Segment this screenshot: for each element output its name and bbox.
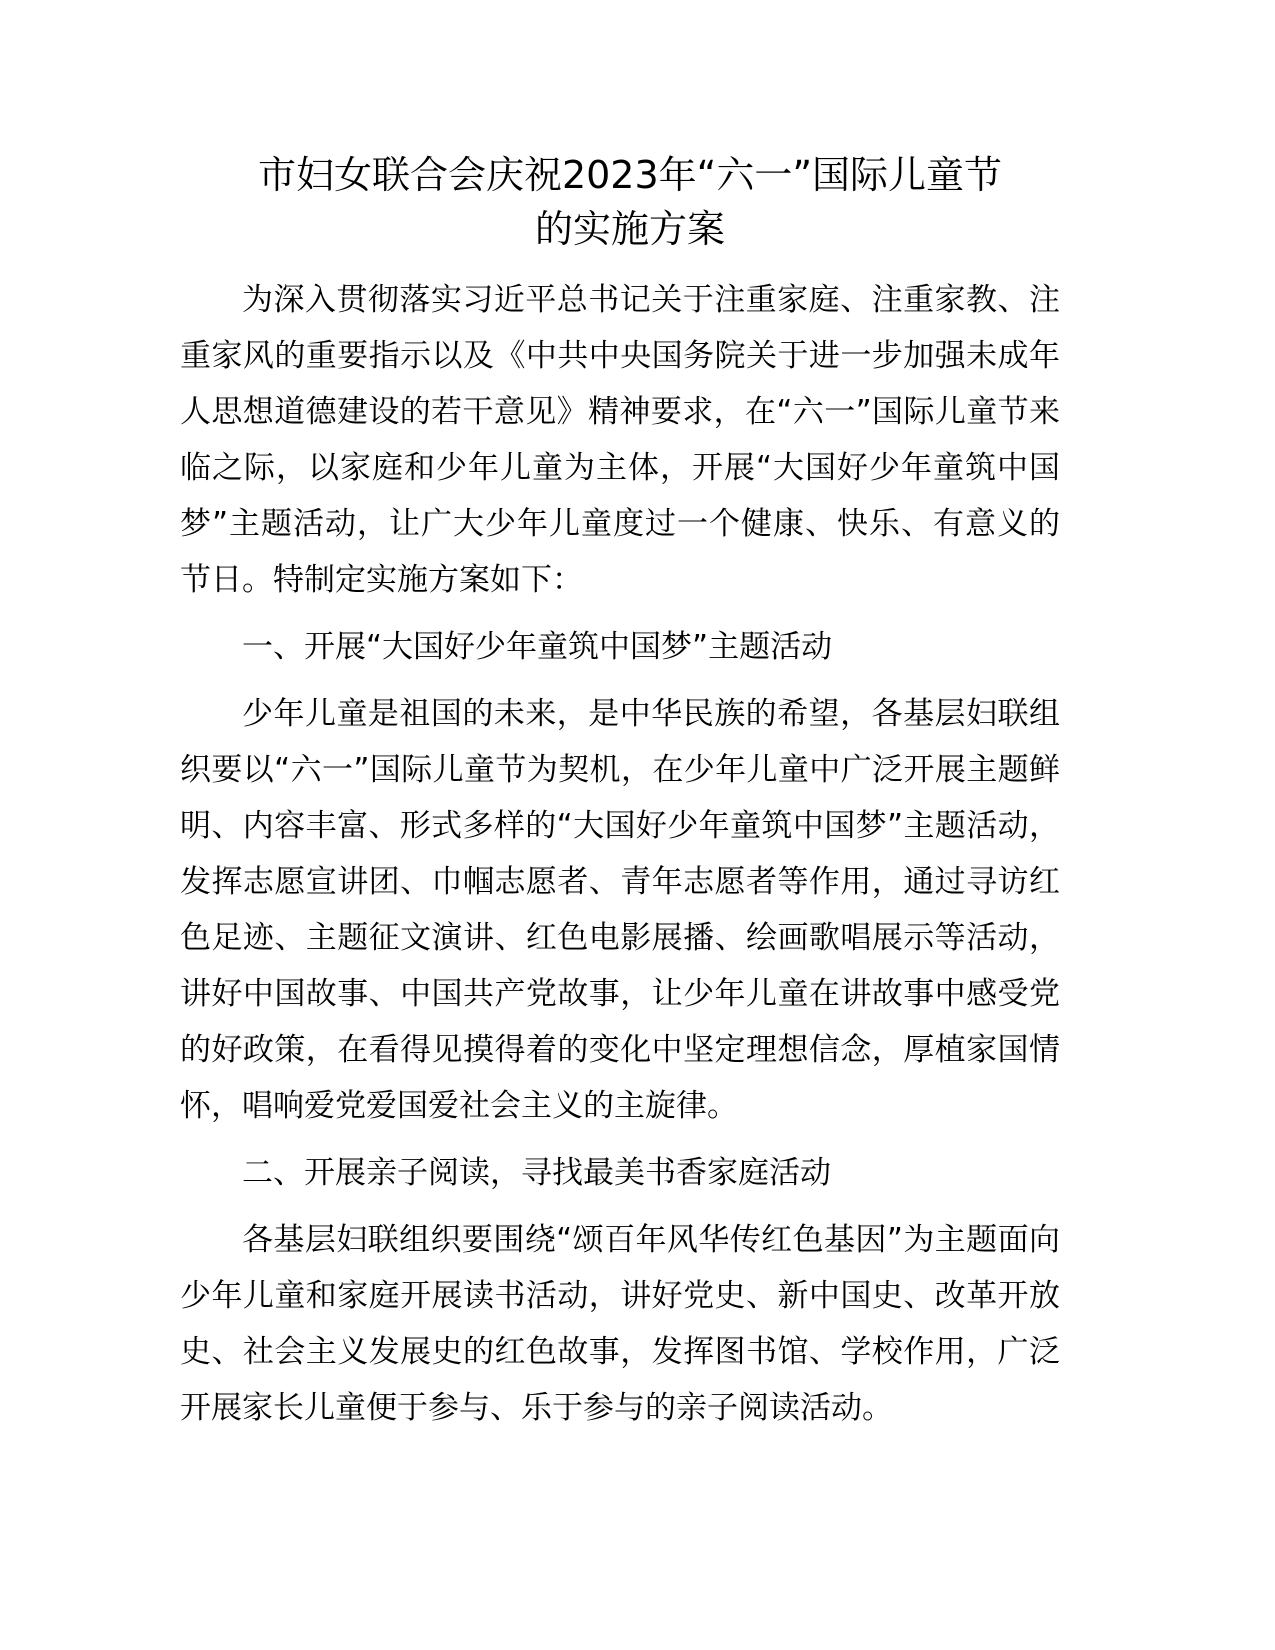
section-heading-1: 一、开展“大国好少年童筑中国梦”主题活动 xyxy=(242,629,833,665)
section-heading-2: 二、开展亲子阅读，寻找最美书香家庭活动 xyxy=(242,1155,831,1191)
intro-paragraph: 为深入贯彻落实习近平总书记关于注重家庭、注重家教、注重家风的重要指示以及《中共中央国务院关于进一步加强未成年人思想道德建设的若干意见》精神要求，在“六一”国际儿童节来临之际，以家庭和少年儿童为主体，开展“大国好少年童筑中国梦”主题活动，让广大少年儿童度过一个健康、快乐、有意义的节日。特制定实施方案如下： xyxy=(180,282,1060,598)
section-2-paragraph: 各基层妇联组织要围绕“颂百年风华传红色基因”为主题面向少年儿童和家庭开展读书活动，讲好党史、新中国史、改革开放史、社会主义发展史的红色故事，发挥图书馆、学校作用，广泛开展家长儿童便于参与、乐于参与的亲子阅读活动。 xyxy=(180,1222,1060,1426)
section-1-paragraph: 少年儿童是祖国的未来，是中华民族的希望，各基层妇联组织要以“六一”国际儿童节为契机，在少年儿童中广泛开展主题鲜明、内容丰富、形式多样的“大国好少年童筑中国梦”主题活动，发挥志愿宣讲团、巾帼志愿者、青年志愿者等作用，通过寻访红色足迹、主题征文演讲、红色电影展播、绘画歌唱展示等活动，讲好中国故事、中国共产党故事，让少年儿童在讲故事中感受党的好政策，在看得见摸得着的变化中坚定理想信念，厚植家国情怀，唱响爱党爱国爱社会主义的主旋律。 xyxy=(180,696,1060,1124)
title-line-2: 的实施方案 xyxy=(534,207,725,251)
document-body xyxy=(180,272,1060,1436)
document-title xyxy=(180,148,1080,256)
title-line-1: 市妇女联合会庆祝2023年“六一”国际儿童节 xyxy=(257,153,1003,197)
